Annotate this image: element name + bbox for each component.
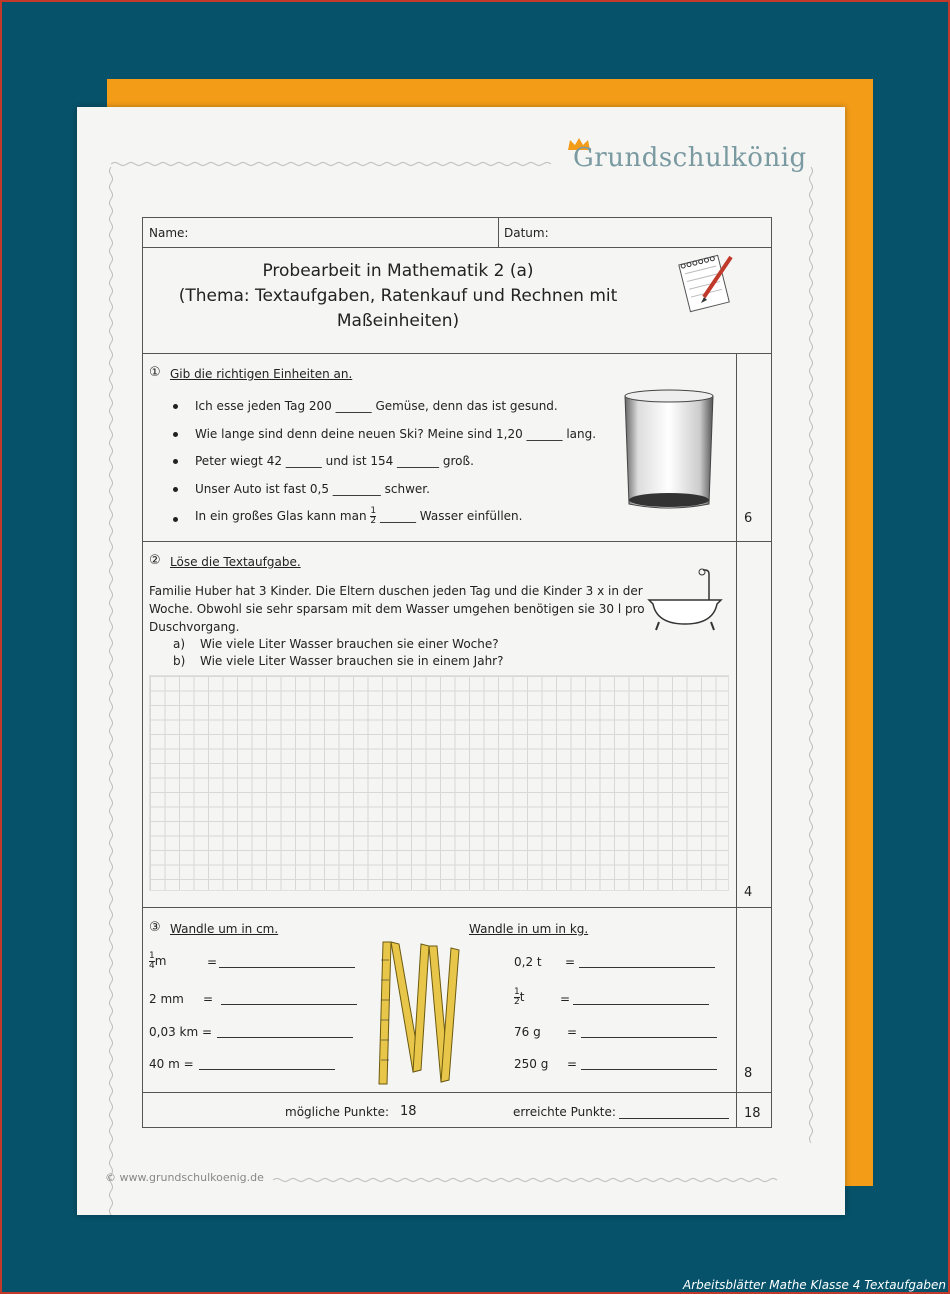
task-1-item-2: Wie lange sind denn deine neuen Ski? Meine sind 1,20 ______ lang. (195, 427, 597, 441)
task-1-item-5 (195, 507, 522, 526)
task-2-text-line-2: Woche. Obwohl sie sehr sparsam mit dem Wasser umgehen benötigen sie 30 l pro (149, 602, 645, 616)
convert-row-76g: 76 g (514, 1025, 541, 1039)
bullet (173, 487, 178, 492)
name-date-row (142, 217, 772, 248)
convert-row-40m: 40 m = (149, 1057, 194, 1071)
fraction-half: $\frac{1}{2}$ (370, 506, 377, 526)
image-caption: Arbeitsblätter Mathe Klasse 4 Textaufgaben (683, 1278, 946, 1292)
reached-points-label: erreichte Punkte: (513, 1105, 616, 1119)
task-2-section (142, 541, 772, 908)
brand-logo: Grundschulkönig (573, 143, 807, 173)
reached-points-line[interactable] (619, 1118, 729, 1119)
title-row (142, 247, 772, 354)
convert-row-2mm: 2 mm (149, 992, 184, 1006)
equals-sign: = (207, 955, 218, 969)
task-1-points: 6 (744, 511, 753, 526)
task-1-item-1: Ich esse jeden Tag 200 ______ Gemüse, denn das ist gesund. (195, 399, 558, 413)
task-2-heading: Löse die Textaufgabe. (170, 555, 301, 569)
name-date-divider (498, 218, 499, 247)
notepad-pencil-icon (676, 251, 736, 315)
answer-line[interactable] (221, 1004, 357, 1005)
convert-row-02t: 0,2 t (514, 955, 542, 969)
task-1-item-4: Unser Auto ist fast 0,5 ________ schwer. (195, 482, 430, 496)
task-2-text-line-3: Duschvorgang. (149, 620, 240, 634)
task-3-section (142, 907, 772, 1093)
convert-row-003km: 0,03 km = (149, 1025, 213, 1039)
answer-line[interactable] (217, 1037, 353, 1038)
convert-row-250g: 250 g (514, 1057, 549, 1071)
equals-sign: = (203, 992, 214, 1006)
answer-line[interactable] (581, 1037, 717, 1038)
points-column-divider (736, 908, 737, 1092)
possible-points-label: mögliche Punkte: (285, 1105, 390, 1119)
fraction-quarter: $\frac{1}{4}$ (149, 951, 155, 971)
glass-icon (621, 388, 717, 512)
task-1-item-3: Peter wiegt 42 ______ und ist 154 _______ groß. (195, 454, 474, 468)
equals-sign: = (567, 1057, 578, 1071)
name-label: Name: (149, 226, 189, 240)
worksheet-page (77, 107, 845, 1215)
answer-line[interactable] (199, 1069, 335, 1070)
convert-row-quarter-m: $\frac{1}{4}$ m (149, 951, 167, 971)
answer-line[interactable] (573, 1004, 709, 1005)
task-1-number: ① (149, 365, 161, 380)
task-1-section (142, 353, 772, 542)
bullet (173, 404, 178, 409)
answer-line[interactable] (581, 1069, 717, 1070)
bathtub-icon (647, 568, 723, 638)
total-points: 18 (744, 1106, 761, 1121)
task-3-heading-kg: Wandle in um in kg. (469, 922, 589, 936)
task-2-question-a-label: a) (173, 637, 186, 651)
task-2-question-b: Wie viele Liter Wasser brauchen sie in einem Jahr? (200, 654, 504, 668)
task-2-points: 4 (744, 885, 753, 900)
equals-sign: = (567, 1025, 578, 1039)
task-2-question-b-label: b) (173, 654, 186, 668)
bullet (173, 517, 178, 522)
totals-row (142, 1092, 772, 1128)
title-line-1: Probearbeit in Mathematik 2 (a) (262, 261, 534, 281)
points-column-divider (736, 1093, 737, 1127)
answer-line[interactable] (579, 967, 715, 968)
task-2-question-a: Wie viele Liter Wasser brauchen sie einer Woche? (200, 637, 499, 651)
task-1-heading: Gib die richtigen Einheiten an. (170, 367, 353, 381)
folding-ruler-icon (377, 940, 463, 1086)
fraction-half: $\frac{1}{2}$ (514, 987, 520, 1007)
bullet (173, 459, 178, 464)
points-column-divider (736, 354, 737, 541)
equals-sign: = (560, 992, 571, 1006)
answer-line[interactable] (219, 967, 355, 968)
task-1-item-5-pre: In ein großes Glas kann man (195, 509, 367, 523)
footer-url[interactable]: © www.grundschulkoenig.de (105, 1171, 264, 1184)
task-2-number: ② (149, 553, 161, 568)
task-3-heading-cm: Wandle um in cm. (170, 922, 279, 936)
bullet (173, 432, 178, 437)
task-2-text-line-1: Familie Huber hat 3 Kinder. Die Eltern duschen jeden Tag und die Kinder 3 x in der (149, 584, 643, 598)
date-label: Datum: (504, 226, 549, 240)
points-column-divider (736, 542, 737, 907)
convert-row-half-t: $\frac{1}{2}$ t (514, 987, 525, 1007)
task-1-item-5-post: ______ Wasser einfüllen. (379, 509, 523, 523)
equals-sign: = (565, 955, 576, 969)
task-3-number: ③ (149, 920, 161, 935)
possible-points-value: 18 (400, 1104, 417, 1119)
answer-grid[interactable] (149, 675, 729, 891)
task-3-points: 8 (744, 1066, 753, 1081)
title-line-3: Maßeinheiten) (336, 311, 460, 331)
title-line-2: (Thema: Textaufgaben, Ratenkauf und Rechnen mit (178, 286, 618, 306)
